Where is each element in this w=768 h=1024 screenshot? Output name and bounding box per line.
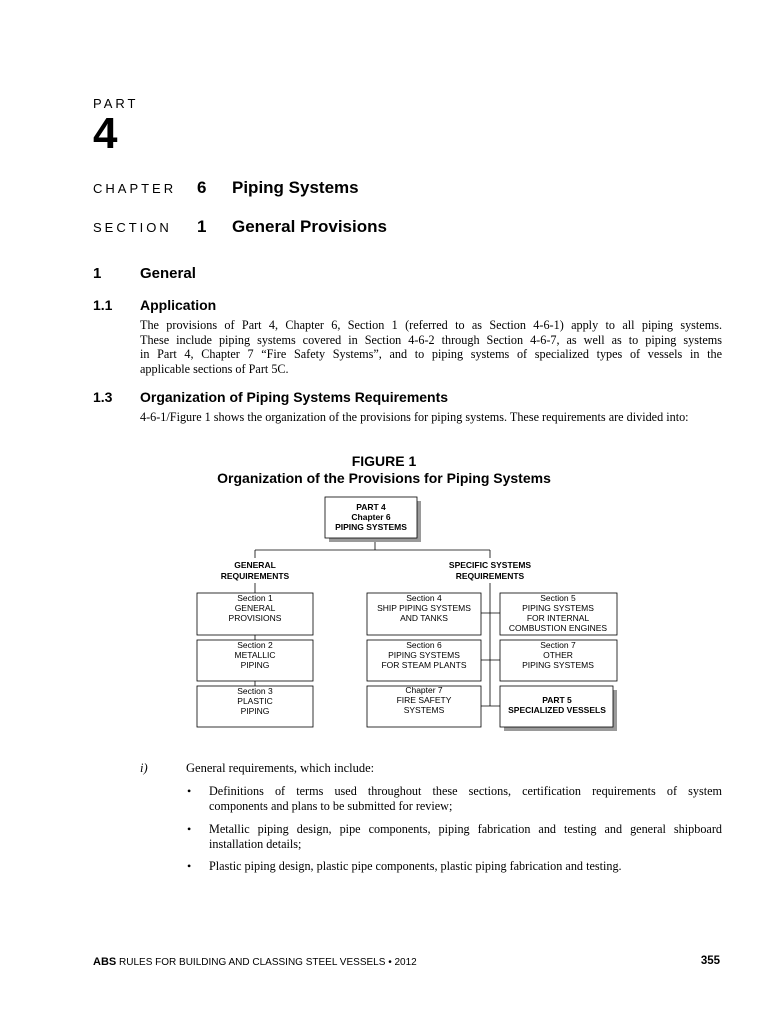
bullet-dot: • xyxy=(187,822,192,836)
heading-1-title: General xyxy=(140,265,196,282)
diagram-text: PLASTIC xyxy=(237,696,273,706)
footer-text: RULES FOR BUILDING AND CLASSING STEEL VESSELS xyxy=(119,957,386,968)
bullet-line: Plastic piping design, plastic pipe components, plastic piping fabrication and testing. xyxy=(209,859,622,873)
list-marker: i) xyxy=(140,761,148,775)
bullet-item xyxy=(209,822,722,851)
footer-year: 2012 xyxy=(394,957,417,968)
specific-requirements-heading: SPECIFIC SYSTEMS xyxy=(448,560,532,570)
diagram-text: FOR STEAM PLANTS xyxy=(381,660,467,670)
heading-1-1-number: 1.1 xyxy=(93,297,113,313)
diagram-text: Section 6 xyxy=(406,640,442,650)
diagram-text: PIPING SYSTEMS xyxy=(388,650,460,660)
heading-1-number: 1 xyxy=(93,265,102,282)
diagram-text: Chapter 6 xyxy=(351,512,391,522)
section-number: 1 xyxy=(197,217,207,236)
page-number: 355 xyxy=(700,955,720,967)
diagram-text: Section 4 xyxy=(406,593,442,603)
diagram-text: PART 4 xyxy=(356,502,386,512)
footer-title xyxy=(93,956,417,968)
diagram-text: Section 5 xyxy=(540,593,576,603)
bullet-dot: • xyxy=(187,859,192,873)
paragraph-line: in Part 4, Chapter 7 “Fire Safety Systems”, and to piping systems of specialized types of vessels in the xyxy=(140,347,722,362)
diagram-text: SHIP PIPING SYSTEMS xyxy=(377,603,471,613)
diagram-text: PIPING xyxy=(240,706,270,716)
diagram-box-part4 xyxy=(325,497,421,542)
bullet-line: components and plans to be submitted for review; xyxy=(209,798,453,813)
diagram-text: PIPING SYSTEMS xyxy=(522,603,594,613)
diagram-text: Chapter 7 xyxy=(405,685,443,695)
diagram-text: PART 5 xyxy=(542,695,572,705)
heading-1-1-title: Application xyxy=(140,297,217,313)
paragraph-line: The provisions of Part 4, Chapter 6, Section 1 (referred to as Section 4-6-1) apply to all piping systems. xyxy=(140,318,722,332)
heading-1-3-number: 1.3 xyxy=(93,389,113,405)
section-title: General Provisions xyxy=(232,217,387,236)
bullet-line: installation details; xyxy=(209,836,302,851)
section-label: SECTION xyxy=(93,220,172,235)
diagram-text: Section 7 xyxy=(540,640,576,650)
chapter-number: 6 xyxy=(197,178,207,197)
bullet-item xyxy=(209,784,722,813)
diagram-text: FOR INTERNAL xyxy=(526,613,590,623)
figure-label: FIGURE 1 xyxy=(351,453,417,469)
diagram-text: PROVISIONS xyxy=(228,613,282,623)
organization-paragraph: 4-6-1/Figure 1 shows the organization of the provisions for piping systems. These requirements are divided into: xyxy=(140,410,689,424)
heading-1-3-title: Organization of Piping Systems Requirements xyxy=(140,389,449,405)
bullet-line: Definitions of terms used throughout these sections, certification requirements of system xyxy=(209,784,722,798)
diagram-text: METALLIC xyxy=(234,650,276,660)
general-requirements-heading: REQUIREMENTS xyxy=(220,571,290,581)
paragraph-line: applicable sections of Part 5C. xyxy=(140,361,289,376)
bullet-line: Metallic piping design, pipe components, piping fabrication and testing and general shipboard xyxy=(209,822,722,836)
paragraph-line: These include piping systems covered in Section 4-6-2 through Section 4-6-7, as well as to piping systems xyxy=(140,332,722,347)
diagram-text: OTHER xyxy=(543,650,573,660)
part-label: PART xyxy=(93,96,139,111)
specific-requirements-heading: REQUIREMENTS xyxy=(455,571,525,581)
diagram-text: PIPING SYSTEMS xyxy=(522,660,594,670)
footer-abs-logo: ABS xyxy=(93,956,117,968)
diagram-text: SPECIALIZED VESSELS xyxy=(508,705,606,715)
part-number: 4 xyxy=(93,109,118,158)
diagram-box-part5 xyxy=(500,686,617,731)
general-requirements-heading: GENERAL xyxy=(234,560,276,570)
chapter-title: Piping Systems xyxy=(232,178,359,197)
chapter-label: CHAPTER xyxy=(93,181,177,196)
diagram-text: SYSTEMS xyxy=(403,705,445,715)
diagram-text: COMBUSTION ENGINES xyxy=(508,623,608,633)
diagram-text: Section 1 xyxy=(237,593,273,603)
diagram-text: PIPING SYSTEMS xyxy=(335,522,407,532)
bullet-dot: • xyxy=(187,784,192,798)
diagram-text: Section 3 xyxy=(237,686,273,696)
diagram-text: AND TANKS xyxy=(400,613,448,623)
diagram-text: FIRE SAFETY xyxy=(396,695,452,705)
diagram-text: PIPING xyxy=(240,660,270,670)
bullet-item xyxy=(209,859,722,874)
diagram-text: GENERAL xyxy=(234,603,276,613)
diagram-text: Section 2 xyxy=(237,640,273,650)
list-intro: General requirements, which include: xyxy=(186,761,375,775)
footer-dot: • xyxy=(388,957,392,968)
figure-title: Organization of the Provisions for Piping Systems xyxy=(217,470,551,486)
